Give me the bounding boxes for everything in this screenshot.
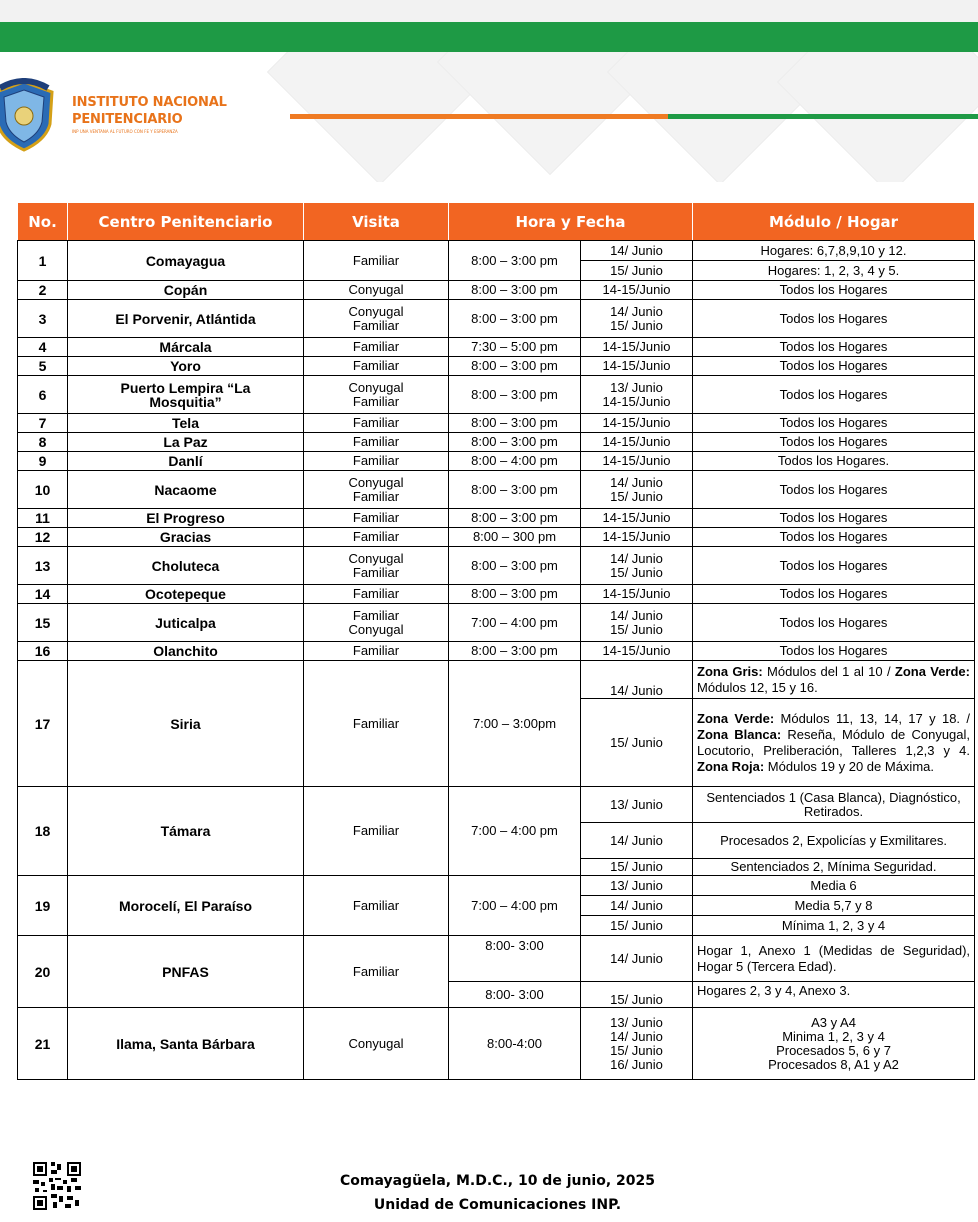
fecha-cell [581,547,693,585]
fecha-cell: 14/ Junio [581,823,693,859]
modulo-cell: Todos los Hogares [693,338,975,357]
modulo-cell: Mínima 1, 2, 3 y 4 [693,916,975,936]
visita-cell: Conyugal [304,1008,449,1080]
visita-cell [304,547,449,585]
hora-cell: 8:00 – 3:00 pm [449,376,581,414]
hora-cell: 8:00 – 3:00 pm [449,281,581,300]
row-number: 19 [18,876,68,936]
row-number: 7 [18,414,68,433]
fecha-cell: 14-15/Junio [581,281,693,300]
fecha-cell: 14-15/Junio [581,433,693,452]
fecha-cell [581,1008,693,1080]
modulo-cell: Todos los Hogares [693,604,975,642]
modulo-cell: Sentenciados 1 (Casa Blanca), Diagnóstico, Retirados. [693,787,975,823]
hora-cell: 7:00 – 3:00pm [449,661,581,787]
hora-cell: 8:00 – 3:00 pm [449,585,581,604]
header-hora-fecha: Hora y Fecha [449,203,693,241]
visita-line: Conyugal [348,474,404,490]
zone-label: Zona Gris: [697,663,763,679]
modulo-cell: Media 6 [693,876,975,896]
visita-line: Familiar [352,564,400,580]
fecha-cell: 15/ Junio [581,261,693,281]
fecha-line: 14/ Junio [610,607,663,623]
modulo-cell: Todos los Hogares [693,376,975,414]
orange-rule [290,114,668,119]
centro-cell: Gracias [68,528,304,547]
modulo-cell: Sentenciados 2, Mínima Seguridad. [693,859,975,876]
modulo-cell: Todos los Hogares [693,547,975,585]
modulo-cell: Todos los Hogares [693,585,975,604]
centro-cell [68,376,304,414]
inp-seal-logo [0,78,58,152]
fecha-cell: 15/ Junio [581,982,693,1008]
modulo-cell [693,661,975,699]
fecha-line: 15/ Junio [610,317,663,333]
fecha-cell [581,471,693,509]
centro-cell: Morocelí, El Paraíso [68,876,304,936]
modulo-cell: Todos los Hogares [693,281,975,300]
row-number: 9 [18,452,68,471]
top-band [0,0,978,22]
row-number: 11 [18,509,68,528]
modulo-cell [693,1008,975,1080]
table-row [18,376,975,414]
visita-cell [304,471,449,509]
table-row [18,509,975,528]
zone-text: Módulos 11, 13, 14, 17 y 18. / [774,710,971,726]
modulo-cell: Media 5,7 y 8 [693,896,975,916]
hora-cell: 8:00 – 300 pm [449,528,581,547]
table-row [18,787,975,823]
org-name-line2: PENITENCIARIO [72,112,183,127]
visita-cell: Familiar [304,414,449,433]
hora-cell: 8:00- 3:00 [449,982,581,1008]
hora-cell: 8:00 – 4:00 pm [449,452,581,471]
hora-cell: 8:00 – 3:00 pm [449,509,581,528]
visita-cell: Familiar [304,357,449,376]
hora-cell: 8:00 – 3:00 pm [449,300,581,338]
zone-label: Zona Verde: [894,663,970,679]
hora-cell: 8:00 – 3:00 pm [449,357,581,376]
row-number: 21 [18,1008,68,1080]
visita-cell: Conyugal [304,281,449,300]
centro-cell: PNFAS [68,936,304,1008]
table-row [18,528,975,547]
centro-cell: Copán [68,281,304,300]
fecha-cell: 14/ Junio [581,241,693,261]
table-row [18,876,975,896]
table-row [18,585,975,604]
fecha-cell: 14-15/Junio [581,509,693,528]
fecha-cell: 14-15/Junio [581,414,693,433]
fecha-cell: 14-15/Junio [581,357,693,376]
zone-text: Módulos del 1 al 10 / [762,663,895,679]
modulo-cell: Hogar 1, Anexo 1 (Medidas de Seguridad), Hogar 5 (Tercera Edad). [693,936,975,982]
fecha-cell [581,376,693,414]
fecha-line: 15/ Junio [610,488,663,504]
modulo-line: A3 y A4 [811,1014,856,1030]
fecha-line: 15/ Junio [610,564,663,580]
fecha-line: 15/ Junio [610,621,663,637]
table-row [18,471,975,509]
modulo-cell: Hogares: 1, 2, 3, 4 y 5. [693,261,975,281]
modulo-cell: Todos los Hogares [693,433,975,452]
centro-cell: Ilama, Santa Bárbara [68,1008,304,1080]
centro-cell: Juticalpa [68,604,304,642]
zone-text: Módulos 12, 15 y 16. [697,679,818,695]
fecha-cell: 14-15/Junio [581,585,693,604]
footer-location-date: Comayagüela, M.D.C., 10 de junio, 2025 [339,1173,656,1189]
hora-cell: 8:00 – 3:00 pm [449,547,581,585]
modulo-cell: Hogares 2, 3 y 4, Anexo 3. [693,982,975,1008]
org-tagline: INP UNA VENTANA AL FUTURO CON FE Y ESPERANZA [72,129,178,134]
visita-line: Conyugal [348,621,404,637]
row-number: 20 [18,936,68,1008]
fecha-cell: 14/ Junio [581,896,693,916]
zone-label: Zona Verde: [697,710,775,726]
fecha-line: 14-15/Junio [602,393,671,409]
visita-cell [304,604,449,642]
fecha-cell: 14-15/Junio [581,338,693,357]
visita-cell: Familiar [304,433,449,452]
fecha-cell: 14-15/Junio [581,642,693,661]
centro-cell: Ocotepeque [68,585,304,604]
row-number: 10 [18,471,68,509]
modulo-cell [693,699,975,787]
row-number: 5 [18,357,68,376]
visita-cell: Familiar [304,642,449,661]
table-row [18,547,975,585]
fecha-line: 16/ Junio [610,1056,663,1072]
centro-cell: Choluteca [68,547,304,585]
fecha-cell: 15/ Junio [581,859,693,876]
document-footer [0,1169,978,1217]
centro-cell: El Porvenir, Atlántida [68,300,304,338]
header-no: No. [18,203,68,241]
centro-cell: Siria [68,661,304,787]
row-number: 15 [18,604,68,642]
visita-cell: Familiar [304,338,449,357]
header-modulo: Módulo / Hogar [693,203,975,241]
modulo-cell: Todos los Hogares [693,509,975,528]
fecha-cell: 14/ Junio [581,936,693,982]
modulo-line: Minima 1, 2, 3 y 4 [782,1028,885,1044]
modulo-cell: Todos los Hogares [693,642,975,661]
modulo-cell: Todos los Hogares [693,357,975,376]
centro-cell: Tela [68,414,304,433]
table-row [18,1008,975,1080]
hora-cell: 8:00 – 3:00 pm [449,471,581,509]
fecha-line: 14/ Junio [610,474,663,490]
table-row [18,414,975,433]
visita-cell [304,376,449,414]
fecha-cell: 14-15/Junio [581,528,693,547]
centro-cell: Nacaome [68,471,304,509]
table-row [18,661,975,699]
modulo-line: Procesados 8, A1 y A2 [768,1056,899,1072]
header-centro: Centro Penitenciario [68,203,304,241]
row-number: 4 [18,338,68,357]
hora-cell: 7:00 – 4:00 pm [449,876,581,936]
fecha-cell [581,300,693,338]
modulo-cell: Todos los Hogares [693,414,975,433]
centro-cell: Danlí [68,452,304,471]
zone-text: Módulos 19 y 20 de Máxima. [764,758,934,774]
row-number: 6 [18,376,68,414]
hora-cell: 7:00 – 4:00 pm [449,604,581,642]
visita-cell: Familiar [304,585,449,604]
hora-cell: 8:00-4:00 [449,1008,581,1080]
fecha-line: 15/ Junio [610,1042,663,1058]
visit-schedule-table [17,202,975,1080]
fecha-cell: 13/ Junio [581,876,693,896]
hora-cell: 8:00 – 3:00 pm [449,414,581,433]
visita-cell: Familiar [304,528,449,547]
modulo-cell: Todos los Hogares [693,471,975,509]
centro-cell: Támara [68,787,304,876]
hora-cell: 7:00 – 4:00 pm [449,787,581,876]
visita-cell: Familiar [304,787,449,876]
modulo-cell: Todos los Hogares [693,528,975,547]
table-row [18,241,975,261]
centro-cell: Márcala [68,338,304,357]
visita-line: Conyugal [348,303,404,319]
fecha-line: 14/ Junio [610,303,663,319]
centro-cell: El Progreso [68,509,304,528]
fecha-cell: 14-15/Junio [581,452,693,471]
fecha-cell: 15/ Junio [581,916,693,936]
row-number: 14 [18,585,68,604]
row-number: 2 [18,281,68,300]
fecha-cell: 14/ Junio [581,661,693,699]
visita-line: Familiar [352,317,400,333]
centro-cell: Olanchito [68,642,304,661]
org-name-line1: INSTITUTO NACIONAL [72,95,227,110]
logo-wordmark [72,94,227,134]
row-number: 3 [18,300,68,338]
row-number: 8 [18,433,68,452]
table-row [18,300,975,338]
centro-line: Puerto Lempira “La [120,379,251,396]
visita-line: Familiar [352,607,400,623]
row-number: 18 [18,787,68,876]
centro-cell: La Paz [68,433,304,452]
visita-line: Familiar [352,488,400,504]
visita-cell: Familiar [304,876,449,936]
visita-cell: Familiar [304,452,449,471]
zone-label: Zona Roja: [697,758,765,774]
table-row [18,936,975,982]
fecha-cell [581,604,693,642]
row-number: 1 [18,241,68,281]
table-header-row [18,203,975,241]
table-row [18,338,975,357]
footer-unit: Unidad de Comunicaciones INP. [373,1197,622,1213]
visita-line: Conyugal [348,379,404,395]
table-row [18,433,975,452]
visita-cell: Familiar [304,509,449,528]
fecha-line: 14/ Junio [610,550,663,566]
fecha-cell: 13/ Junio [581,787,693,823]
green-rule [668,114,978,119]
table-row [18,357,975,376]
fecha-line: 13/ Junio [610,379,663,395]
hora-cell: 8:00 – 3:00 pm [449,241,581,281]
modulo-cell: Todos los Hogares. [693,452,975,471]
table-row [18,642,975,661]
centro-cell: Yoro [68,357,304,376]
modulo-line: Procesados 5, 6 y 7 [776,1042,891,1058]
table-row [18,281,975,300]
hora-cell: 8:00- 3:00 [449,936,581,982]
fecha-line: 13/ Junio [610,1014,663,1030]
visita-line: Familiar [352,393,400,409]
table-row [18,452,975,471]
centro-cell: Comayagua [68,241,304,281]
zone-label: Zona Blanca: [697,726,782,742]
visita-cell: Familiar [304,936,449,1008]
modulo-cell: Todos los Hogares [693,300,975,338]
hora-cell: 8:00 – 3:00 pm [449,433,581,452]
fecha-line: 14/ Junio [610,1028,663,1044]
zone-text: Reseña, Módulo de Conyugal, Locutorio, Preliberación, Talleres 1,2,3 y 4. [697,726,971,758]
row-number: 17 [18,661,68,787]
modulo-cell: Hogares: 6,7,8,9,10 y 12. [693,241,975,261]
table-row [18,604,975,642]
fecha-cell: 15/ Junio [581,699,693,787]
modulo-cell: Procesados 2, Expolicías y Exmilitares. [693,823,975,859]
row-number: 12 [18,528,68,547]
visita-cell: Familiar [304,241,449,281]
hora-cell: 7:30 – 5:00 pm [449,338,581,357]
visita-cell [304,300,449,338]
header-visita: Visita [304,203,449,241]
green-header-band [0,22,978,52]
centro-line: Mosquitia” [149,393,222,410]
hora-cell: 8:00 – 3:00 pm [449,642,581,661]
visita-line: Conyugal [348,550,404,566]
visita-cell: Familiar [304,661,449,787]
row-number: 16 [18,642,68,661]
row-number: 13 [18,547,68,585]
